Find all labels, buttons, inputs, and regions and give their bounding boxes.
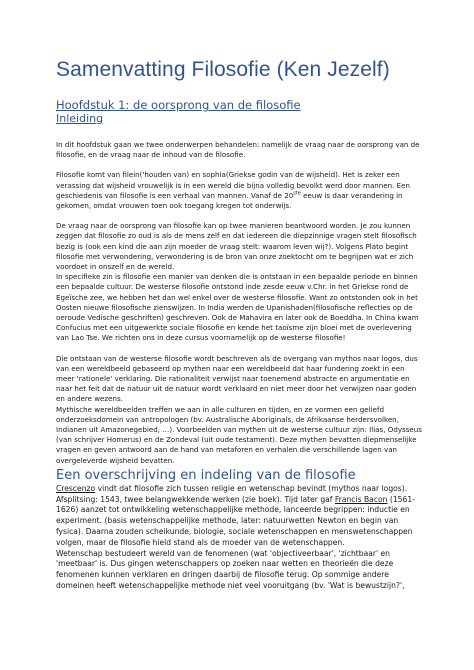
paragraph-etymology-text: Filosofie komt van filein('houden van) en sophia(Griekse godin van de wijsheid). Het is zeker een verassing dat wijsheid vrouwelijk is in een wereld die bijna volledig bevolkt werd door mannen. Een geschiedenis van filosofie is een verhaal van mannen. Vanaf de 20 [56,170,410,200]
paragraph-origin-question: De vraag naar de oorsprong van filosofie kan op twee manieren beantwoord worden. Je zou kunnen zeggen dat filosofie zo oud is als de mens zelf en dat iedereen die diepzinnige vragen stelt filosofisch bezig is (ook een kind die aan zijn moeder de vraag stelt: waarom leven wij?). Volgens Plato begint filosofie met verwondering, verwondering is de bron van onze zoektocht om te begrijpen wat er zich voordoet in onszelf en de wereld. [56,221,417,272]
paragraph-bacon-text: (1561-1626) aanzet tot ontwikkeling wetenschappelijke methode, lanceerde begrippen: inductie en experiment. (basis wetenschappelijke methode, later: natuurwetten Newton en begin van fysica). Daarna zouden scheikunde, biologie, sociale wetenschappen en menswetenschappen volgen, maar de filosofie hield stand als de moeder van de wetenschappen. [56,494,415,547]
paragraph-etymology-end: eeuw is daar verandering in gekomen, omdat vrouwen toen ook toegang kregen tot onderwijs. [56,190,403,211]
paragraph-science-phenomena: Wetenschap bestudeert wereld van de fenomenen (wat 'objectiveerbaar', 'zichtbaar' en 'meetbaar' is. Dus gingen wetenschappers op zoeken naar wetten en theorieën die deze fenomenen kunnen verklaren en dringen daarbij de filosofie terug. Op sommige andere domeinen heeft wetenschappelijke methode niet veel vooruitgang (bv. 'Wat is bewustzijn?', [56,548,405,591]
chapter-heading: Hoofdstuk 1: de oorsprong van de filosofie [56,98,301,112]
paragraph-etymology [56,170,424,211]
document-title: Samenvatting Filosofie (Ken Jezelf) [56,58,390,81]
paragraph-mythical-worldviews: Mythische wereldbeelden treffen we aan in alle culturen en tijden, en ze vormen een geliefd onderzoeksdomein van antropologen (bv. Australische Aboriginals, de Afrikaanse herdersvolken, Indianen uit Amazonegebied, …). Voorbeelden van mythen uit de westerse cultuur zijn: Ilias, Odysseus (van schrijver Homerus) en de Zondeval (uit oude testament). Deze mythen bevatten diepmenselijke vragen en geven antwoord aan de hand van metaforen en verhalen die verschillende lagen van overgeleverde wijsheid bevatten. [56,404,422,465]
section-heading-inleiding: Inleiding [56,112,104,125]
paragraph-specific-sense: In specifieke zin is filosofie een manier van denken die is ontstaan in een bepaalde periode en binnen een bepaalde cultuur. De westerse filosofie ontstond inde zesde eeuw v.Chr. in het Griekse rond de Egeïsche zee, we hebben het dan wel enkel over de westerse filosofie. Want zo ontstonden ook in het Oosten nieuwe filosofische zienswijzen. In India werden de Upanishaden(filosofische reflecties op de oeroude Vedische geschriften) geschreven. Ook de Mahavira en later ook de Boeddha. In China kwam Confucius met een uitgewerkte sociale filosofie en kende het taoïsme zijn bloei met de overlevering van Lao Tse. We richten ons in deze cursus voornamelijk op de westerse filosofie! [56,272,419,343]
chapter-heading-indeling: Een overschrijving en indeling van de filosofie [56,467,356,483]
paragraph-mythos-logos: Die ontstaan van de westerse filosofie wordt beschreven als de overgang van mythos naar logos, dus van een wereldbeeld gebaseerd op mythen naar een wereldbeeld dat haar fundering zoekt in een meer 'rationele' verklaring. Die rationaliteit verwijst naar toenemend abstracte en argumentatie en naar het feit dat de natuur uit de natuur wordt verklaard en niet meer door het verwijzen naar goden en andere wezens. [56,353,418,404]
paragraph-crescenzo-text: vindt dat filosofie zich tussen religie en wetenschap bevindt (mythos naar logos). Afsplitsing: 1543, twee belangwekkende werken (zie boek). Tijd later gaf [56,483,408,504]
paragraph-crescenzo [56,484,424,549]
link-crescenzo[interactable]: Crescenzo [56,483,96,493]
link-francis-bacon[interactable]: Francis Bacon [334,494,388,504]
superscript-ste: ste [293,190,301,197]
paragraph-intro: In dit hoofdstuk gaan we twee onderwerpen behandelen: namelijk de vraag naar de oorsprong van de filosofie, en de vraag naar de inhoud van de filosofie. [56,140,420,160]
